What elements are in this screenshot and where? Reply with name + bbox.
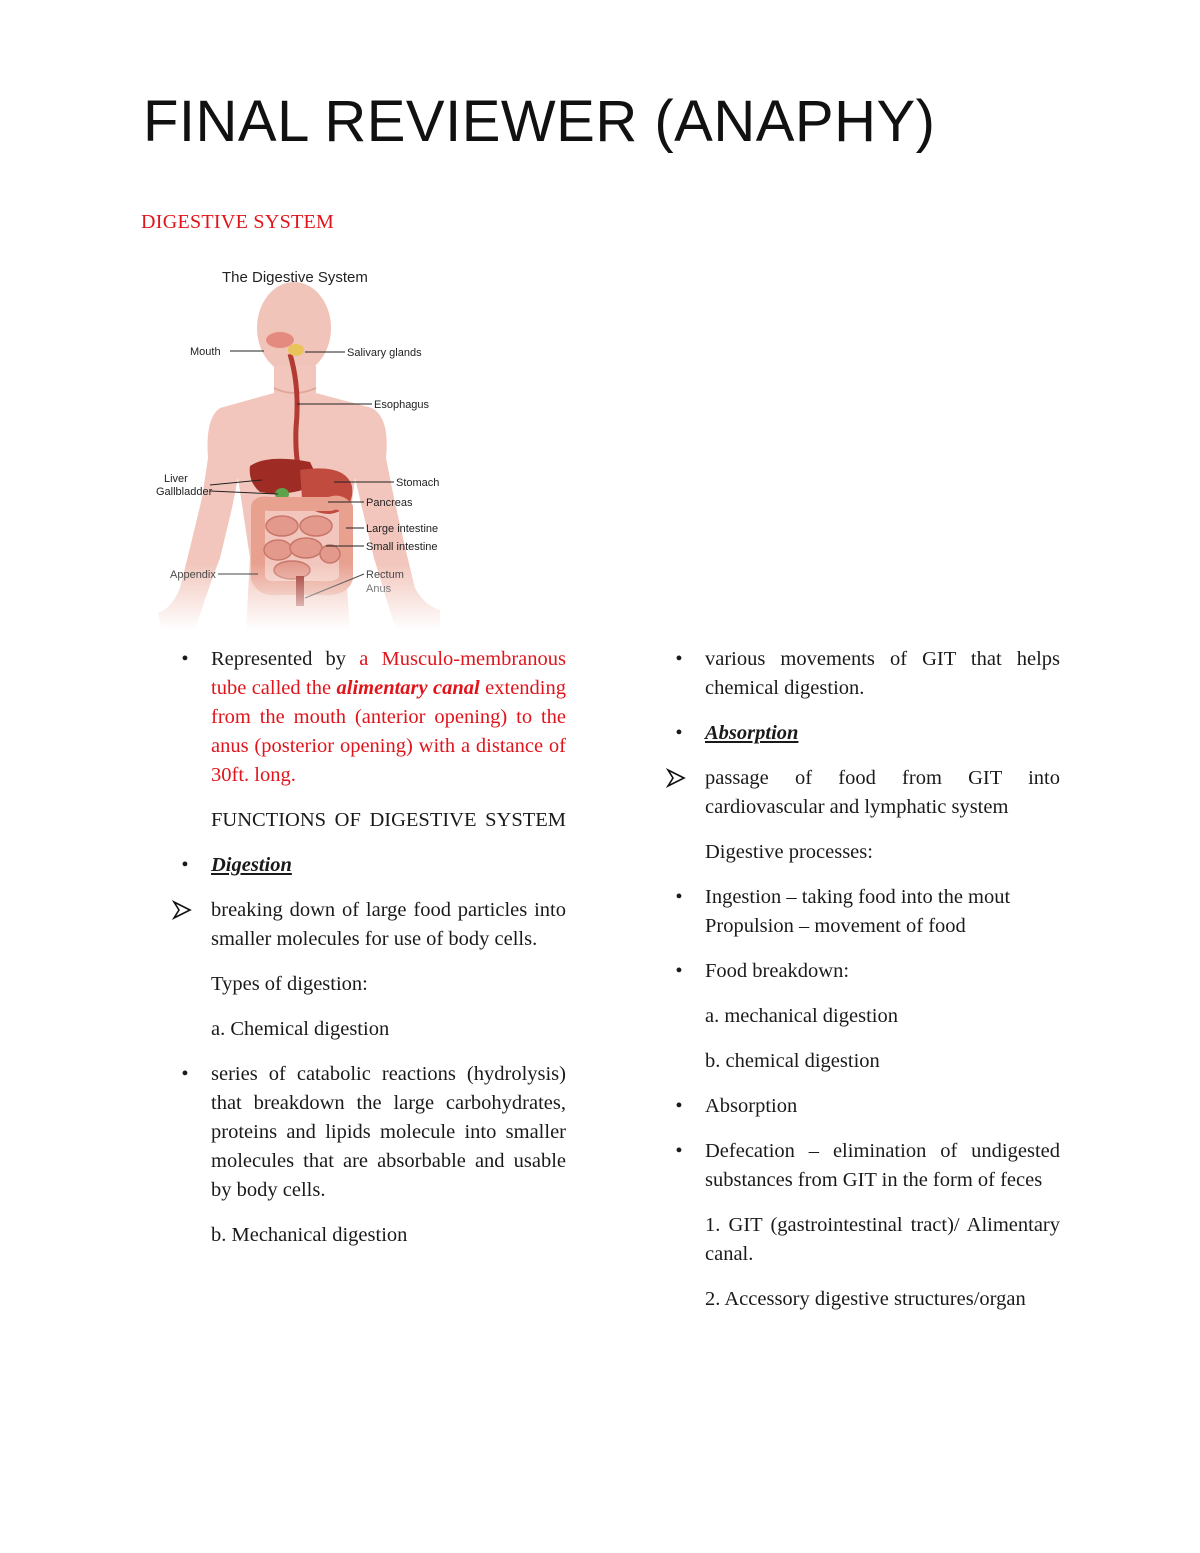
digestion-item <box>181 851 566 880</box>
defecation-text: Defecation – elimination of undigested substances from GIT in the form of feces <box>705 1140 1060 1191</box>
breakdown-chemical: b. chemical digestion <box>705 1050 880 1072</box>
document-title: FINAL REVIEWER (ANAPHY) <box>143 89 936 154</box>
digestion-description-text: breaking down of large food particles into smaller molecules for use of body cells. <box>211 899 566 950</box>
digestion-label: Digestion <box>211 854 292 876</box>
bullet-marker: • <box>675 960 683 982</box>
ingestion-item <box>675 883 1060 941</box>
section-heading: DIGESTIVE SYSTEM <box>141 211 335 233</box>
intro-prefix: Represented by <box>211 648 360 670</box>
mechanical-description <box>675 645 1060 703</box>
git-item: 1. GIT (gastrointestinal tract)/ Alimentary canal. <box>705 1214 1060 1265</box>
functions-heading: FUNCTIONS OF DIGESTIVE SYSTEM <box>211 809 566 831</box>
arrow-bullet-icon <box>171 898 193 922</box>
chemical-heading: a. Chemical digestion <box>211 1018 390 1040</box>
defecation-item <box>675 1137 1060 1195</box>
mechanical-heading: b. Mechanical digestion <box>211 1224 408 1246</box>
alimentary-canal-term: alimentary canal <box>336 677 480 699</box>
bullet-marker: • <box>675 1140 683 1162</box>
absorption-process-item <box>675 1092 1060 1121</box>
food-breakdown-item <box>675 957 1060 986</box>
digestion-description <box>211 896 566 954</box>
bullet-marker: • <box>675 1095 683 1117</box>
absorption-description-text: passage of food from GIT into cardiovascular and lymphatic system <box>705 767 1060 818</box>
chemical-description-text: series of catabolic reactions (hydrolysis) that breakdown the large carbohydrates, proteins and lipids molecule into smaller molecules that are absorbable and usable by body cells. <box>211 1063 566 1201</box>
bullet-marker: • <box>181 854 189 876</box>
arrow-bullet-icon <box>665 766 687 790</box>
ingestion-text: Ingestion – taking food into the mout <box>705 886 1011 908</box>
accessory-item: 2. Accessory digestive structures/organ <box>705 1288 1026 1310</box>
intro-red-1: a Musculo-membranous tube called the <box>211 648 566 699</box>
bullet-marker: • <box>181 648 189 670</box>
processes-heading: Digestive processes: <box>705 841 873 863</box>
left-column <box>181 645 566 1266</box>
bullet-marker: • <box>675 722 683 744</box>
types-heading: Types of digestion: <box>211 973 368 995</box>
absorption-description <box>705 764 1060 822</box>
right-column <box>675 645 1060 1330</box>
mechanical-description-text: various movements of GIT that helps chemical digestion. <box>705 648 1060 699</box>
bullet-marker: • <box>181 1063 189 1085</box>
intro-red-2: extending from the mouth (anterior opening) to the anus (posterior opening) with a distance of 30ft. long. <box>211 677 566 786</box>
absorption-item <box>675 719 1060 748</box>
intro-paragraph <box>181 645 566 790</box>
bullet-marker: • <box>675 648 683 670</box>
chemical-description <box>181 1060 566 1205</box>
propulsion-text: Propulsion – movement of food <box>705 915 966 937</box>
absorption-label: Absorption <box>705 722 799 744</box>
food-breakdown-text: Food breakdown: <box>705 960 850 982</box>
absorption-process-text: Absorption <box>705 1095 798 1117</box>
bullet-marker: • <box>675 886 683 908</box>
breakdown-mechanical: a. mechanical digestion <box>705 1005 898 1027</box>
digestive-system-figure <box>150 258 450 630</box>
